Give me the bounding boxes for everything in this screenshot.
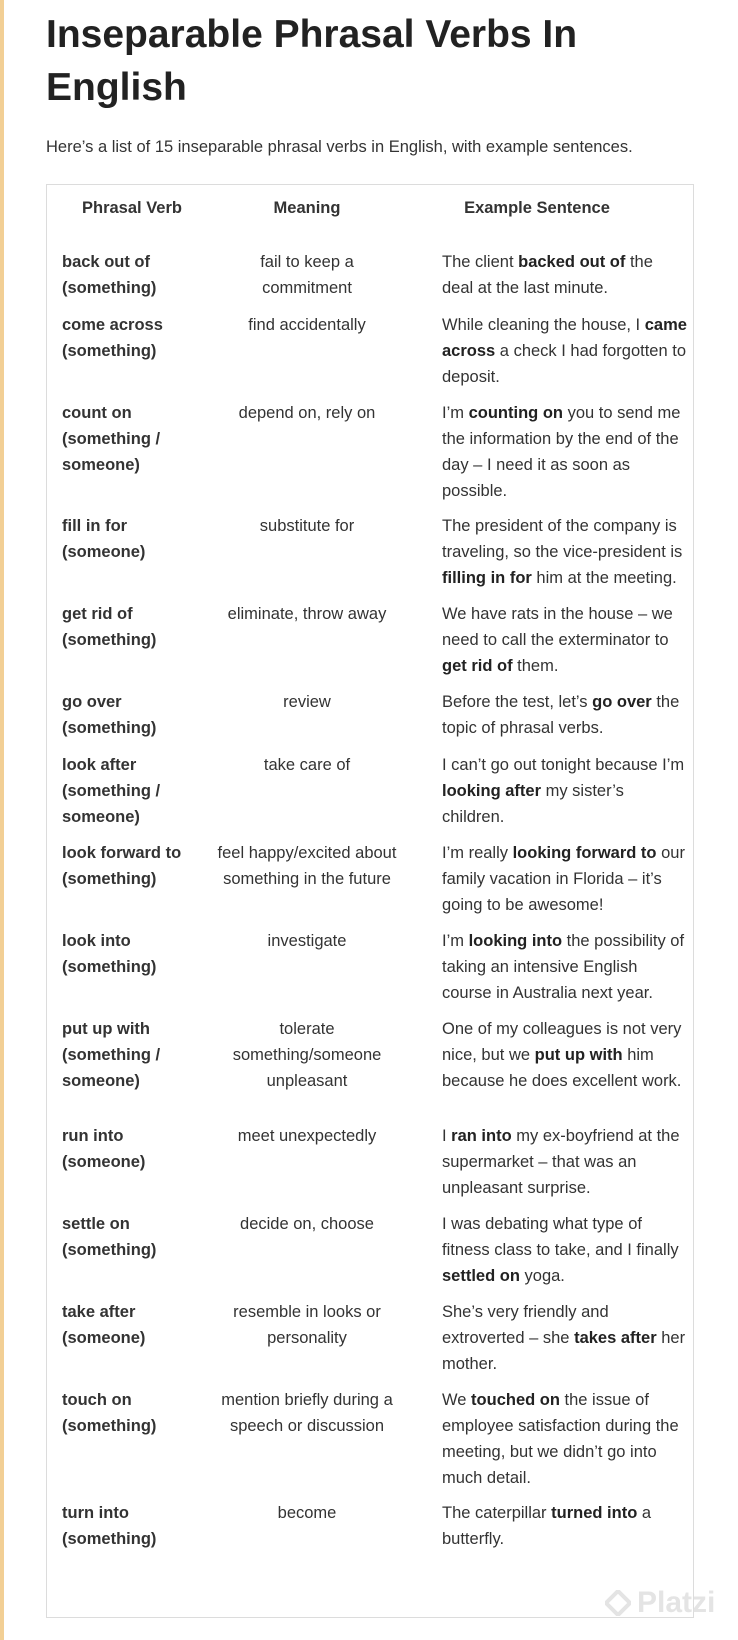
meaning-cell: resemble in looks or personality xyxy=(233,1303,381,1347)
example-text: the possibility of taking an intensive English course in Australia next year. xyxy=(442,932,685,1002)
example-text: them. xyxy=(512,657,559,675)
example-highlight: touched on xyxy=(471,1391,560,1409)
example-sentence-cell xyxy=(442,1299,687,1377)
example-text: I xyxy=(442,1127,452,1145)
meaning-cell: decide on, choose xyxy=(240,1215,374,1233)
example-sentence-cell xyxy=(442,689,687,741)
example-highlight: get rid of xyxy=(442,657,513,675)
example-text: I’m really xyxy=(442,844,513,862)
example-text: you to send me the information by the end of the day – I need it as soon as possible. xyxy=(442,404,681,500)
platzi-watermark xyxy=(605,1578,735,1628)
example-sentence-cell xyxy=(442,1123,687,1201)
phrasal-verb-cell: settle on (something) xyxy=(62,1215,157,1259)
phrasal-verb-cell: look after (something / someone) xyxy=(62,756,161,826)
example-text: her mother. xyxy=(442,1329,686,1373)
left-accent-bar xyxy=(0,0,4,1640)
example-sentence-cell xyxy=(442,249,687,301)
platzi-logo-icon xyxy=(605,1590,631,1616)
phrasal-verb-cell: take after (someone) xyxy=(62,1303,146,1347)
example-text: Before the test, let’s xyxy=(442,693,593,711)
phrasal-verb-cell: look forward to (something) xyxy=(62,844,182,888)
example-sentence-cell xyxy=(442,840,687,918)
header-example-sentence: Example Sentence xyxy=(464,199,610,217)
example-text: I’m xyxy=(442,404,469,422)
example-text: The president of the company is traveling, so the vice-president is xyxy=(442,517,683,561)
phrasal-verb-cell: fill in for (someone) xyxy=(62,517,146,561)
meaning-cell: feel happy/excited about something in the future xyxy=(217,844,397,888)
example-text: The client xyxy=(442,253,519,271)
meaning-cell: take care of xyxy=(263,756,351,774)
example-highlight: settled on xyxy=(442,1267,520,1285)
phrasal-verb-cell: turn into (something) xyxy=(62,1504,157,1548)
example-highlight: ran into xyxy=(451,1127,512,1145)
example-text: We have rats in the house – we need to call the exterminator to xyxy=(442,605,673,649)
meaning-cell: fail to keep a commitment xyxy=(260,253,354,297)
phrasal-verb-cell: put up with (something / someone) xyxy=(62,1020,161,1090)
example-sentence-cell xyxy=(442,400,687,504)
example-text: our family vacation in Florida – it’s going to be awesome! xyxy=(442,844,685,914)
header-meaning: Meaning xyxy=(273,199,341,217)
phrasal-verb-cell: touch on (something) xyxy=(62,1391,157,1435)
example-text: him because he does excellent work. xyxy=(442,1046,682,1090)
header-phrasal-verb: Phrasal Verb xyxy=(82,199,182,217)
example-text: the topic of phrasal verbs. xyxy=(442,693,680,737)
example-text: I can’t go out tonight because I’m xyxy=(442,756,685,774)
example-text: I was debating what type of fitness class to take, and I finally xyxy=(442,1215,679,1259)
page-title: Inseparable Phrasal Verbs In English xyxy=(46,13,578,109)
example-sentence-cell xyxy=(442,1211,687,1289)
example-text: a check I had forgotten to deposit. xyxy=(442,342,687,386)
example-sentence-cell xyxy=(442,312,687,390)
phrasal-verb-cell: get rid of (something) xyxy=(62,605,157,649)
meaning-cell: become xyxy=(277,1504,337,1522)
phrasal-verb-cell: go over (something) xyxy=(62,693,157,737)
phrasal-verb-cell: look into (something) xyxy=(62,932,157,976)
example-sentence-cell xyxy=(442,1016,687,1094)
example-text: my sister’s children. xyxy=(442,782,624,826)
example-highlight: counting on xyxy=(468,404,563,422)
example-text: One of my colleagues is not very nice, but we xyxy=(442,1020,682,1064)
example-highlight: looking forward to xyxy=(512,844,657,862)
example-text: The caterpillar xyxy=(442,1504,552,1522)
phrasal-verbs-table xyxy=(46,184,694,1618)
example-text: yoga. xyxy=(519,1267,565,1285)
meaning-cell: mention briefly during a speech or discussion xyxy=(221,1391,393,1435)
example-text: my ex-boyfriend at the supermarket – that was an unpleasant surprise. xyxy=(442,1127,680,1197)
example-highlight: takes after xyxy=(574,1329,657,1347)
example-text: him at the meeting. xyxy=(531,569,677,587)
example-sentence-cell xyxy=(442,1500,687,1552)
phrasal-verb-cell: come across (something) xyxy=(62,316,163,360)
intro-text: Here’s a list of 15 inseparable phrasal verbs in English, with example sentences. xyxy=(46,138,633,156)
example-sentence-cell xyxy=(442,513,687,591)
example-text: We xyxy=(442,1391,472,1409)
meaning-cell: substitute for xyxy=(259,517,355,535)
example-highlight: backed out of xyxy=(518,253,626,271)
example-sentence-cell xyxy=(442,601,687,679)
watermark-text: Platzi xyxy=(637,1586,716,1619)
example-text: the issue of employee satisfaction during the meeting, but we didn’t go into much detail. xyxy=(442,1391,679,1487)
example-sentence-cell xyxy=(442,752,687,830)
example-highlight: looking after xyxy=(442,782,542,800)
example-sentence-cell xyxy=(442,1387,687,1491)
example-highlight: filling in for xyxy=(442,569,532,587)
example-highlight: turned into xyxy=(551,1504,638,1522)
example-highlight: looking into xyxy=(468,932,563,950)
example-sentence-cell xyxy=(442,928,687,1006)
meaning-cell: find accidentally xyxy=(248,316,366,334)
example-text: She’s very friendly and extroverted – she xyxy=(442,1303,609,1347)
meaning-cell: eliminate, throw away xyxy=(227,605,387,623)
phrasal-verb-cell: run into (someone) xyxy=(62,1127,146,1171)
phrasal-verb-cell: count on (something / someone) xyxy=(62,404,161,474)
meaning-cell: meet unexpectedly xyxy=(237,1127,377,1145)
phrasal-verb-cell: back out of (something) xyxy=(62,253,157,297)
example-highlight: came across xyxy=(442,316,687,360)
meaning-cell: review xyxy=(283,693,331,711)
meaning-cell: depend on, rely on xyxy=(238,404,376,422)
example-text: the deal at the last minute. xyxy=(442,253,653,297)
table-header xyxy=(47,185,693,235)
example-text: While cleaning the house, I xyxy=(442,316,645,334)
meaning-cell: tolerate something/someone unpleasant xyxy=(232,1020,382,1090)
example-text: I’m xyxy=(442,932,469,950)
meaning-cell: investigate xyxy=(267,932,347,950)
example-highlight: go over xyxy=(592,693,652,711)
example-highlight: put up with xyxy=(534,1046,623,1064)
example-text: a butterfly. xyxy=(442,1504,652,1548)
